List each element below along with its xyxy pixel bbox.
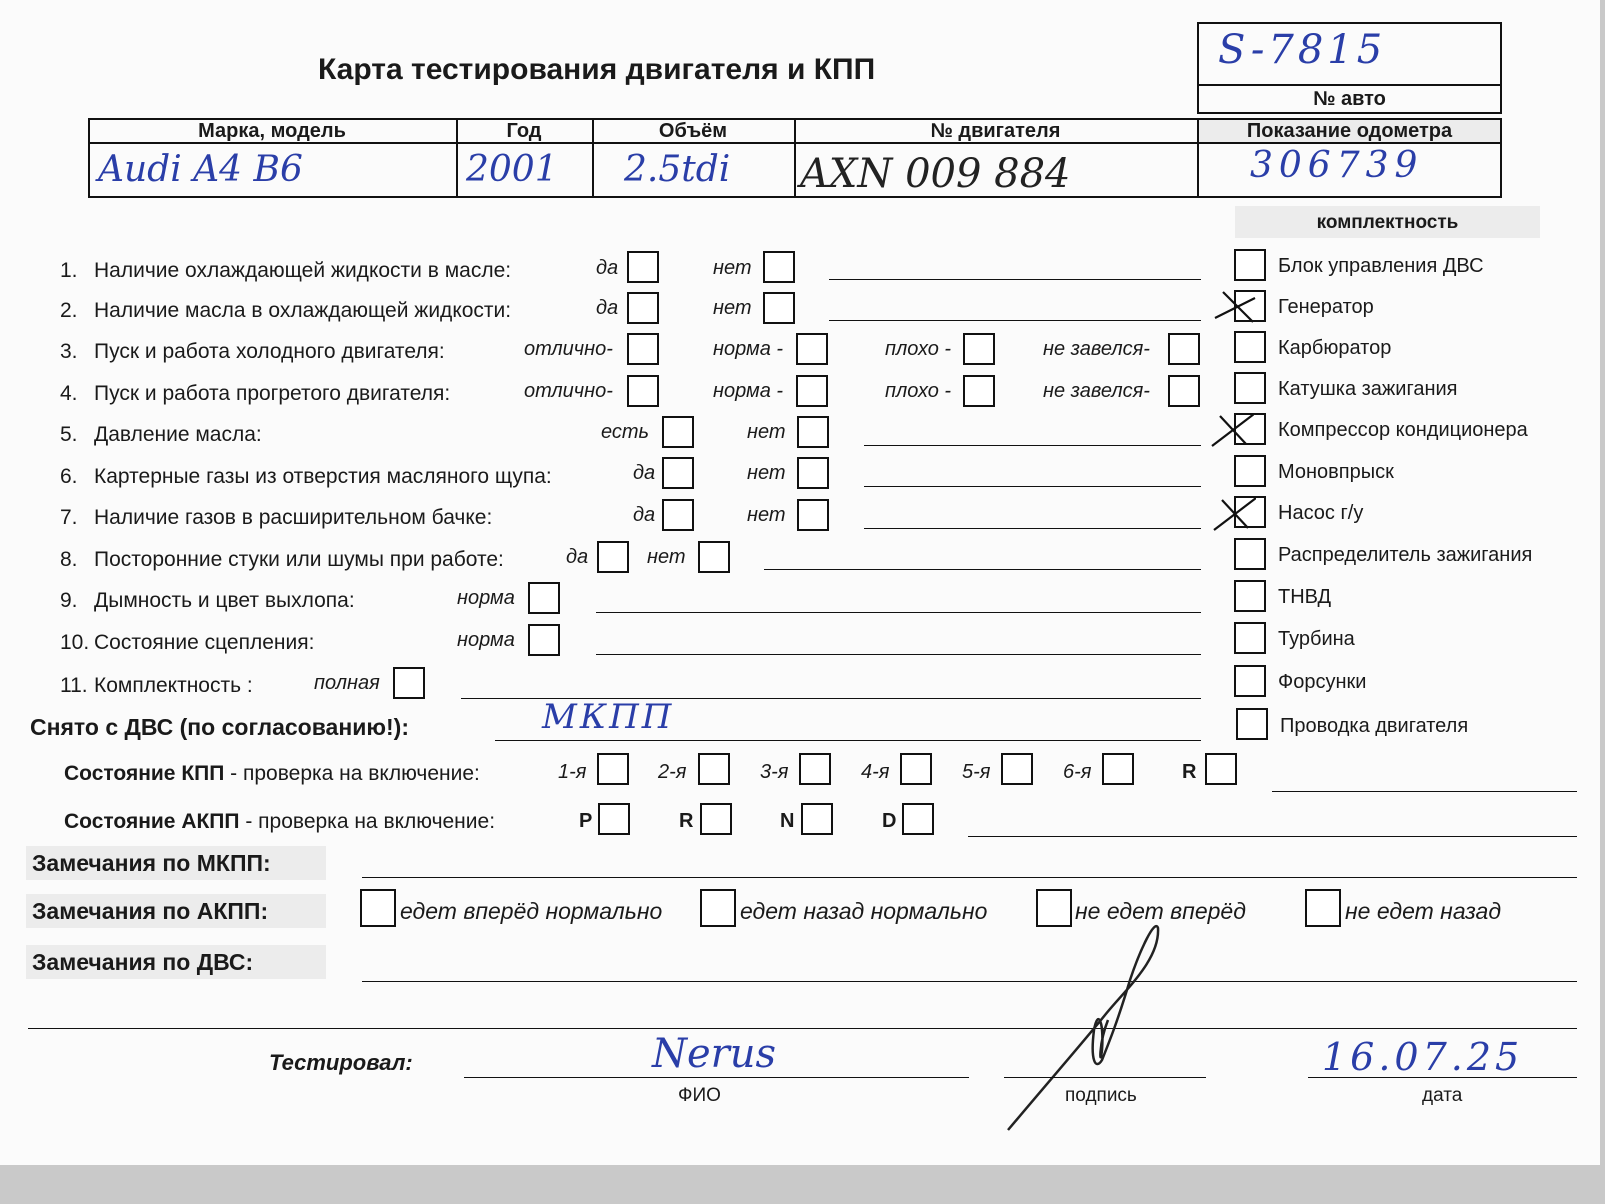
question-text: Картерные газы из отверстия масляного щупа: bbox=[94, 465, 552, 488]
checkbox[interactable] bbox=[597, 541, 629, 573]
checkbox[interactable] bbox=[662, 416, 694, 448]
completeness-item-label: Моновпрыск bbox=[1278, 461, 1394, 483]
removed-value: МКПП bbox=[542, 697, 675, 737]
date-caption: дата bbox=[1422, 1085, 1463, 1106]
checkbox[interactable] bbox=[393, 667, 425, 699]
akpp-check-rest: - проверка на включение: bbox=[239, 810, 496, 833]
answer-line bbox=[764, 569, 1201, 570]
question-number: 8. bbox=[60, 548, 78, 571]
gear-checkbox[interactable] bbox=[598, 803, 630, 835]
answer-line bbox=[596, 612, 1201, 613]
question-number: 1. bbox=[60, 259, 78, 282]
gear-label: R bbox=[1182, 761, 1197, 783]
checkbox-ignition-distributor[interactable] bbox=[1234, 538, 1266, 570]
checkbox[interactable] bbox=[763, 292, 795, 324]
checkbox[interactable] bbox=[1168, 375, 1200, 407]
checkbox[interactable] bbox=[528, 624, 560, 656]
option-label: норма - bbox=[713, 380, 784, 402]
remarks-dvs-label: Замечания по ДВС: bbox=[32, 949, 254, 975]
question-text: Посторонние стуки или шумы при работе: bbox=[94, 548, 504, 571]
option-label: да bbox=[566, 546, 589, 568]
header-odometer: Показание одометра bbox=[1246, 120, 1453, 142]
option-label: да bbox=[596, 297, 619, 319]
gear-checkbox[interactable] bbox=[698, 753, 730, 785]
gear-checkbox[interactable] bbox=[1205, 753, 1237, 785]
question-number: 10. bbox=[60, 631, 90, 654]
mkpp-check-rest: - проверка на включение: bbox=[224, 762, 480, 785]
gear-label: P bbox=[579, 810, 593, 832]
value-year: 2001 bbox=[466, 149, 558, 190]
option-label: плохо - bbox=[885, 338, 952, 360]
akpp-reverse-ok-checkbox[interactable] bbox=[700, 889, 736, 927]
mkpp-check-label bbox=[64, 763, 480, 784]
question-number: 4. bbox=[60, 382, 78, 405]
value-make-model: Audi A4 B6 bbox=[98, 149, 303, 190]
tested-by-label: Тестировал: bbox=[269, 1050, 413, 1075]
header-year: Год bbox=[506, 120, 542, 142]
option-label: нет bbox=[713, 257, 752, 279]
header-volume: Объём bbox=[658, 120, 728, 142]
name-line bbox=[464, 1077, 969, 1078]
completeness-item-label: Турбина bbox=[1278, 628, 1355, 650]
gear-checkbox[interactable] bbox=[700, 803, 732, 835]
checkbox-injection-pump[interactable] bbox=[1234, 580, 1266, 612]
option-label: нет bbox=[747, 421, 786, 443]
question-text: Давление масла: bbox=[94, 423, 262, 446]
akpp-check-label bbox=[64, 811, 495, 832]
checkbox[interactable] bbox=[797, 416, 829, 448]
gear-checkbox[interactable] bbox=[900, 753, 932, 785]
question-number: 7. bbox=[60, 506, 78, 529]
option-label: полная bbox=[314, 672, 380, 694]
option-label: норма bbox=[457, 629, 515, 651]
signature-line bbox=[1004, 1077, 1206, 1078]
completeness-item-label: Генератор bbox=[1278, 296, 1374, 318]
answer-line bbox=[829, 279, 1201, 280]
check-cross-icon bbox=[1213, 288, 1257, 328]
completeness-item-label: Карбюратор bbox=[1278, 337, 1392, 359]
check-cross-icon bbox=[1210, 410, 1254, 450]
gear-label: 5-я bbox=[962, 761, 991, 783]
question-number: 2. bbox=[60, 299, 78, 322]
option-label: да bbox=[596, 257, 619, 279]
answer-line bbox=[596, 654, 1201, 655]
gear-label: 3-я bbox=[760, 761, 789, 783]
completeness-item-label: Насос г/у bbox=[1278, 502, 1364, 524]
option-label: не завелся- bbox=[1043, 338, 1150, 360]
gear-label: D bbox=[882, 810, 897, 832]
gear-checkbox[interactable] bbox=[1001, 753, 1033, 785]
check-cross-icon bbox=[1212, 494, 1256, 534]
checkbox[interactable] bbox=[627, 292, 659, 324]
checkbox-mono-injection[interactable] bbox=[1234, 455, 1266, 487]
checkbox[interactable] bbox=[963, 375, 995, 407]
option-label: норма - bbox=[713, 338, 784, 360]
checkbox-injectors[interactable] bbox=[1234, 665, 1266, 697]
akpp-check-title: Состояние АКПП bbox=[64, 810, 240, 833]
remarks-extra-line bbox=[28, 1028, 1577, 1029]
header-make-model: Марка, модель bbox=[198, 120, 346, 142]
option-label: нет bbox=[647, 546, 686, 568]
remarks-mkpp-line bbox=[362, 877, 1577, 878]
akpp-option-label: не едет назад bbox=[1345, 898, 1502, 924]
gear-label: 1-я bbox=[558, 761, 587, 783]
signature-image bbox=[990, 920, 1190, 1140]
checkbox[interactable] bbox=[627, 375, 659, 407]
checkbox[interactable] bbox=[797, 499, 829, 531]
gear-label: 4-я bbox=[861, 761, 890, 783]
name-caption: ФИО bbox=[678, 1085, 721, 1106]
gear-checkbox[interactable] bbox=[1102, 753, 1134, 785]
remarks-dvs-line bbox=[362, 981, 1577, 982]
completeness-item-label: Проводка двигателя bbox=[1280, 715, 1469, 737]
checkbox[interactable] bbox=[796, 333, 828, 365]
checkbox[interactable] bbox=[528, 582, 560, 614]
checkbox-ignition-coil[interactable] bbox=[1234, 372, 1266, 404]
checkbox[interactable] bbox=[662, 457, 694, 489]
question-number: 3. bbox=[60, 340, 78, 363]
option-label: отлично- bbox=[524, 380, 613, 402]
option-label: нет bbox=[747, 462, 786, 484]
gear-checkbox[interactable] bbox=[902, 803, 934, 835]
akpp-forward-ok-checkbox[interactable] bbox=[360, 889, 396, 927]
question-number: 11. bbox=[60, 674, 88, 697]
checkbox-engine-control-unit[interactable] bbox=[1234, 249, 1266, 281]
gear-label: N bbox=[780, 810, 795, 832]
question-text: Состояние сцепления: bbox=[94, 631, 315, 654]
option-label: норма bbox=[457, 587, 515, 609]
gear-label: R bbox=[679, 810, 694, 832]
akpp-no-reverse-checkbox[interactable] bbox=[1305, 889, 1341, 927]
remarks-akpp-label: Замечания по АКПП: bbox=[32, 898, 269, 924]
question-number: 5. bbox=[60, 423, 78, 446]
answer-line bbox=[829, 320, 1201, 321]
auto-number-label: № авто bbox=[1313, 88, 1386, 110]
checkbox[interactable] bbox=[627, 333, 659, 365]
header-engine-number: № двигателя bbox=[930, 120, 1061, 142]
removed-line bbox=[495, 740, 1201, 741]
checkbox[interactable] bbox=[963, 333, 995, 365]
answer-line bbox=[864, 528, 1201, 529]
checkbox-carburetor[interactable] bbox=[1234, 331, 1266, 363]
completeness-item-label: Распределитель зажигания bbox=[1278, 544, 1533, 566]
page-title: Карта тестирования двигателя и КПП bbox=[318, 53, 876, 86]
gear-label: 6-я bbox=[1063, 761, 1092, 783]
checkbox[interactable] bbox=[797, 457, 829, 489]
tester-name-value: Nerus bbox=[652, 1031, 777, 1077]
question-number: 9. bbox=[60, 589, 78, 612]
removed-label: Снято с ДВС (по согласованию!): bbox=[30, 714, 409, 740]
answer-line bbox=[864, 445, 1201, 446]
completeness-item-label: ТНВД bbox=[1278, 586, 1332, 608]
gear-label: 2-я bbox=[658, 761, 687, 783]
option-label: есть bbox=[601, 421, 650, 443]
question-text: Наличие газов в расширительном бачке: bbox=[94, 506, 493, 529]
checkbox[interactable] bbox=[627, 251, 659, 283]
date-line bbox=[1308, 1077, 1577, 1078]
checkbox-turbine[interactable] bbox=[1234, 622, 1266, 654]
signature-caption: подпись bbox=[1065, 1085, 1137, 1106]
completeness-title: комплектность bbox=[1316, 212, 1459, 233]
option-label: нет bbox=[713, 297, 752, 319]
completeness-item-label: Катушка зажигания bbox=[1278, 378, 1458, 400]
checkbox[interactable] bbox=[662, 499, 694, 531]
option-label: не завелся- bbox=[1043, 380, 1150, 402]
akpp-option-label: не едет вперёд bbox=[1075, 898, 1246, 924]
question-text: Наличие масла в охлаждающей жидкости: bbox=[94, 299, 512, 322]
option-label: да bbox=[633, 504, 656, 526]
checkbox[interactable] bbox=[698, 541, 730, 573]
auto-number-divider bbox=[1197, 84, 1502, 86]
gear-checkbox[interactable] bbox=[799, 753, 831, 785]
auto-number-value: S-7815 bbox=[1218, 27, 1387, 73]
option-label: нет bbox=[747, 504, 786, 526]
value-odometer: 306739 bbox=[1250, 145, 1424, 186]
akpp-check-line bbox=[968, 836, 1577, 837]
completeness-item-label: Форсунки bbox=[1278, 671, 1367, 693]
option-label: да bbox=[633, 462, 656, 484]
akpp-option-label: едет назад нормально bbox=[740, 898, 988, 924]
question-text: Комплектность : bbox=[94, 674, 253, 697]
completeness-item-label: Компрессор кондиционера bbox=[1278, 419, 1528, 441]
date-value: 16.07.25 bbox=[1322, 1035, 1524, 1079]
checkbox[interactable] bbox=[1168, 333, 1200, 365]
option-label: плохо - bbox=[885, 380, 952, 402]
checkbox-engine-wiring[interactable] bbox=[1236, 708, 1268, 740]
question-text: Дымность и цвет выхлопа: bbox=[94, 589, 355, 612]
mkpp-check-title: Состояние КПП bbox=[64, 762, 225, 785]
question-text: Наличие охлаждающей жидкости в масле: bbox=[94, 259, 512, 282]
gear-checkbox[interactable] bbox=[597, 753, 629, 785]
question-number: 6. bbox=[60, 465, 78, 488]
value-volume: 2.5tdi bbox=[624, 149, 731, 190]
checkbox[interactable] bbox=[796, 375, 828, 407]
checkbox[interactable] bbox=[763, 251, 795, 283]
question-text: Пуск и работа холодного двигателя: bbox=[94, 340, 445, 363]
answer-line bbox=[864, 486, 1201, 487]
value-engine-number: AXN 009 884 bbox=[800, 151, 1071, 197]
mkpp-check-line bbox=[1272, 791, 1577, 792]
gear-checkbox[interactable] bbox=[801, 803, 833, 835]
remarks-mkpp-label: Замечания по МКПП: bbox=[32, 850, 271, 876]
akpp-option-label: едет вперёд нормально bbox=[400, 898, 663, 924]
completeness-item-label: Блок управления ДВС bbox=[1278, 255, 1484, 277]
option-label: отлично- bbox=[524, 338, 613, 360]
question-text: Пуск и работа прогретого двигателя: bbox=[94, 382, 451, 405]
